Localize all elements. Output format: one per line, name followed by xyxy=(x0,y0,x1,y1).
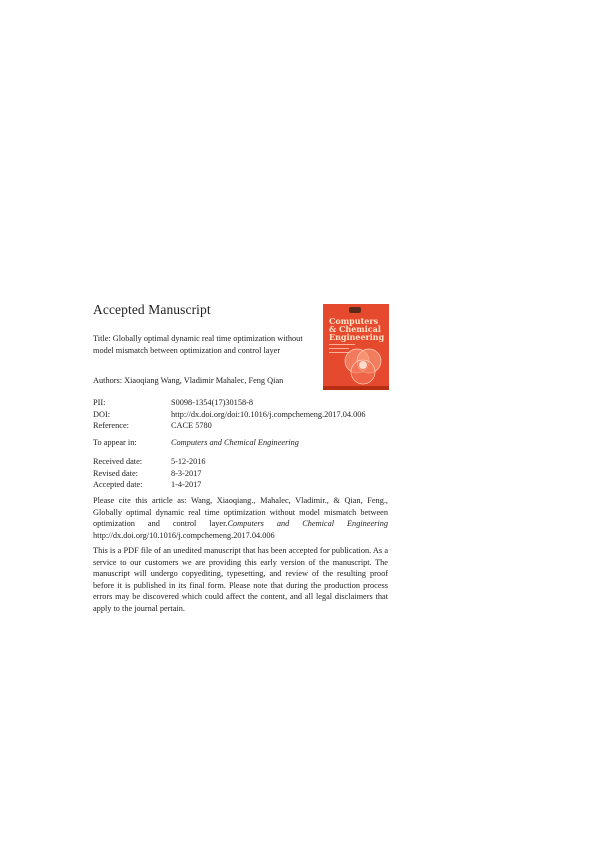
journal-name: Computers and Chemical Engineering xyxy=(171,438,299,447)
doi-link[interactable]: http://dx.doi.org/doi:10.1016/j.compchemeng.2017.04.006 xyxy=(171,409,366,419)
article-title: Title: Globally optimal dynamic real time optimization without model mismatch between optimization and control layer xyxy=(93,334,303,355)
identifier-label: PII: xyxy=(93,398,106,407)
cover-circles-graphic xyxy=(341,346,385,386)
disclaimer-paragraph: This is a PDF file of an unedited manuscript that has been accepted for publication. As a service to our customers we are providing this early version of the manuscript. The manuscript will undergo copyediting, typesetting, and review of the resulting proof before it is published in its final form. Please note that during the production process errors may be discovered which could affect the content, and all legal disclaimers that apply to the journal pertain. xyxy=(93,546,388,613)
citation-paragraph xyxy=(93,495,388,541)
identifier-value: S0098-1354(17)30158-8 xyxy=(171,398,254,407)
page-heading: Accepted Manuscript xyxy=(93,302,211,317)
date-value: 1-4-2017 xyxy=(171,480,202,489)
date-value: 5-12-2016 xyxy=(171,457,206,466)
identifier-label: Reference: xyxy=(93,421,129,430)
cover-rule xyxy=(329,344,355,345)
identifier-label: DOI: xyxy=(93,409,111,419)
date-label: Revised date: xyxy=(93,468,138,478)
cover-title xyxy=(329,317,384,341)
appear-label: To appear in: xyxy=(93,438,137,447)
identifier-value: CACE 5780 xyxy=(171,421,212,430)
date-value: 8-3-2017 xyxy=(171,468,202,478)
cover-title-line: Computers xyxy=(329,316,379,326)
journal-cover-image xyxy=(323,304,389,390)
publisher-logo-icon xyxy=(349,307,361,313)
article-authors: Authors: Xiaoqiang Wang, Vladimir Mahalec, Feng Qian xyxy=(93,376,284,385)
date-label: Accepted date: xyxy=(93,480,143,489)
cover-bottom-bar xyxy=(323,386,389,390)
cover-title-line: & Chemical xyxy=(329,324,381,334)
citation-doi-link[interactable]: http://dx.doi.org/10.1016/j.compchemeng.2017.04.006 xyxy=(93,530,275,540)
citation-journal: Computers and Chemical Engineering xyxy=(227,519,388,528)
cover-title-line: Engineering xyxy=(329,332,385,342)
date-label: Received date: xyxy=(93,457,143,466)
citation-text: Please cite this article as: Wang, Xiaoqiang., Mahalec, Vladimir., & Qian, Feng., Globally optimal dynamic real time optimization without model mismatch between optimization and control layer. xyxy=(93,496,388,528)
